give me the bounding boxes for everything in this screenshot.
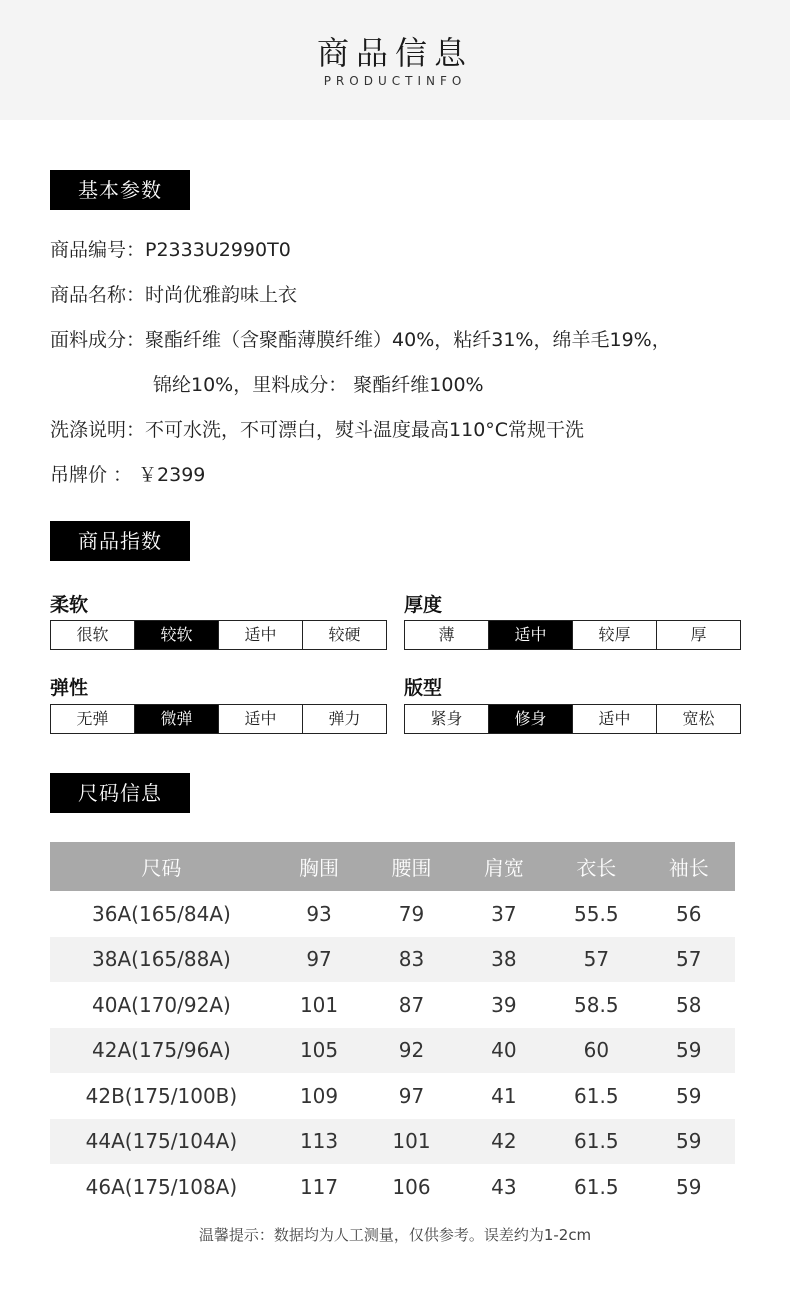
table-cell: 60 (550, 1028, 642, 1074)
measurement-tip: 温馨提示：数据均为人工测量，仅供参考。误差约为1-2cm (198, 1226, 592, 1244)
header-waist: 腰围 (365, 842, 457, 891)
scale-option: 修身 (489, 705, 573, 733)
elasticity-scale (50, 704, 387, 734)
scale-option: 较软 (135, 621, 219, 649)
param-value: ￥2399 (138, 464, 206, 486)
scale-option: 较硬 (328, 625, 361, 644)
param-washing (50, 418, 584, 442)
table-cell: 97 (273, 937, 365, 983)
size-table (50, 842, 735, 1210)
table-cell: 58.5 (574, 992, 619, 1017)
param-key: 吊牌价 ： (50, 464, 133, 486)
table-row (50, 937, 735, 983)
thickness-scale (404, 620, 741, 650)
header-shoulder: 肩宽 (458, 842, 550, 891)
table-cell: 57 (643, 937, 735, 983)
param-key: 面料成分： (50, 329, 146, 351)
table-cell: 61.5 (550, 1119, 642, 1165)
table-row (50, 1164, 735, 1210)
param-product-code (50, 238, 291, 262)
table-cell: 59 (643, 1119, 735, 1165)
table-cell: 59 (643, 1028, 735, 1074)
param-key: 商品名称： (50, 284, 146, 306)
index-title-thickness: 厚度 (404, 594, 443, 616)
header-size: 尺码 (50, 842, 273, 891)
param-fabric-continued: 锦纶10%，里料成分： 聚酯纤维100% (153, 374, 484, 396)
table-cell: 117 (299, 1174, 339, 1199)
scale-option: 薄 (405, 621, 489, 649)
param-key: 洗涤说明： (50, 419, 146, 441)
table-cell: 38A(165/88A) (50, 937, 273, 983)
page-header (0, 0, 790, 120)
size-table-header (50, 842, 735, 891)
table-row (50, 891, 735, 937)
table-cell: 93 (306, 901, 332, 926)
param-price (50, 463, 205, 487)
softness-scale (50, 620, 387, 650)
table-row (50, 1119, 735, 1165)
table-cell: 83 (365, 937, 457, 983)
scale-option: 适中 (489, 621, 573, 649)
scale-option: 很软 (51, 621, 135, 649)
fit-scale (404, 704, 741, 734)
param-fabric (50, 328, 671, 352)
scale-option: 适中 (219, 621, 303, 649)
table-cell: 58 (676, 992, 702, 1017)
table-cell: 42B(175/100B) (85, 1083, 238, 1108)
table-row (50, 1028, 735, 1074)
param-value: P2333U2990T0 (145, 239, 291, 261)
table-cell: 87 (398, 992, 425, 1017)
param-value: 聚酯纤维（含聚酯薄膜纤维）40%，粘纤31%，绵羊毛19%， (145, 329, 671, 351)
scale-option: 厚 (690, 625, 707, 644)
header-length: 衣长 (550, 842, 642, 891)
table-cell: 92 (365, 1028, 457, 1074)
table-cell: 46A(175/108A) (85, 1174, 238, 1199)
section-size-info: 尺码信息 (50, 773, 190, 813)
table-cell: 61.5 (574, 1083, 619, 1108)
table-row (50, 1073, 735, 1119)
section-product-index: 商品指数 (50, 521, 190, 561)
index-title-elasticity: 弹性 (50, 677, 89, 699)
table-cell: 42A(175/96A) (50, 1028, 273, 1074)
table-cell: 59 (676, 1083, 702, 1108)
table-cell: 59 (676, 1174, 702, 1199)
page-subtitle: PRODUCTINFO (323, 74, 467, 88)
table-cell: 42 (458, 1119, 550, 1165)
index-title-softness: 柔软 (50, 594, 89, 616)
table-cell: 39 (491, 992, 517, 1017)
table-cell: 101 (299, 992, 339, 1017)
scale-option: 微弹 (135, 705, 219, 733)
header-chest: 胸围 (273, 842, 365, 891)
table-cell: 40 (458, 1028, 550, 1074)
table-cell: 36A(165/84A) (92, 901, 231, 926)
table-row (50, 982, 735, 1028)
param-product-name (50, 283, 297, 307)
scale-option: 紧身 (405, 705, 489, 733)
scale-option: 适中 (219, 705, 303, 733)
table-cell: 37 (491, 901, 517, 926)
scale-option: 无弹 (51, 705, 135, 733)
param-value: 时尚优雅韵味上衣 (145, 284, 298, 306)
scale-option: 宽松 (682, 709, 715, 728)
header-sleeve: 袖长 (643, 842, 735, 891)
table-cell: 79 (398, 901, 425, 926)
param-value: 不可水洗，不可漂白，熨斗温度最高110°C常规干洗 (145, 419, 585, 441)
table-cell: 101 (365, 1119, 457, 1165)
table-cell: 38 (458, 937, 550, 983)
table-cell: 105 (273, 1028, 365, 1074)
section-basic-params: 基本参数 (50, 170, 190, 210)
table-cell: 109 (299, 1083, 339, 1108)
table-cell: 41 (491, 1083, 517, 1108)
table-cell: 40A(170/92A) (92, 992, 231, 1017)
page-title: 商品信息 (316, 34, 473, 72)
table-cell: 57 (550, 937, 642, 983)
table-cell: 97 (398, 1083, 425, 1108)
table-cell: 61.5 (574, 1174, 619, 1199)
table-cell: 43 (491, 1174, 517, 1199)
table-cell: 55.5 (574, 901, 619, 926)
table-cell: 113 (273, 1119, 365, 1165)
param-key: 商品编号： (50, 239, 146, 261)
scale-option: 弹力 (328, 709, 361, 728)
index-title-fit: 版型 (404, 677, 443, 699)
table-cell: 106 (392, 1174, 431, 1199)
table-cell: 44A(175/104A) (50, 1119, 273, 1165)
scale-option: 适中 (573, 705, 657, 733)
scale-option: 较厚 (573, 621, 657, 649)
table-cell: 56 (676, 901, 702, 926)
